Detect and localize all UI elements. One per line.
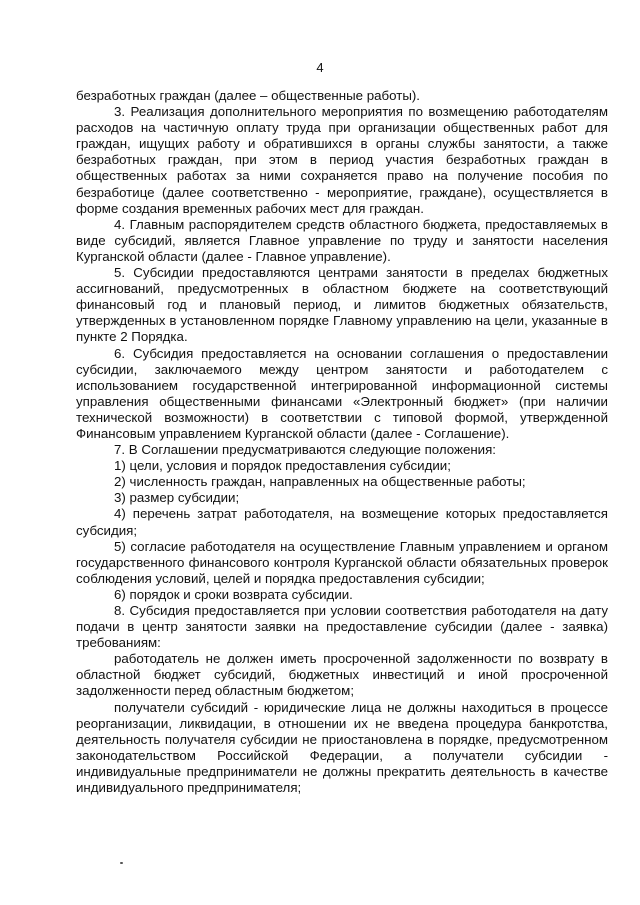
paragraph: 7. В Соглашении предусматриваются следующие положения: <box>114 442 497 458</box>
paragraph: 5. Субсидии предоставляются центрами занятости в пределах бюджетных ассигнований, предусмотренных в областном бюджете на соответствующий финансовый год и плановый период, и лимитов бюджетных обязательств, утвержденных в установленном порядке Главному управлению на цели, указанные в пункте 2 Порядка. <box>76 265 608 345</box>
paragraph: безработных граждан (далее – общественные работы). <box>76 88 421 103</box>
list-item: 1) цели, условия и порядок предоставления субсидии; <box>114 458 451 474</box>
page-number: 4 <box>316 60 324 75</box>
scan-speck <box>120 862 123 864</box>
list-item: 5) согласие работодателя на осуществление Главным управлением и органом государственного финансового контроля Курганской области обязательных проверок соблюдения условий, целей и порядка предоставления субсидии; <box>76 538 608 586</box>
paragraph: 4. Главным распорядителем средств областного бюджета, предоставляемых в виде субсидий, является Главное управление по труду и занятости населения Курганской области (далее - Главное управление). <box>76 216 608 264</box>
list-item: 2) численность граждан, направленных на общественные работы; <box>114 474 526 490</box>
list-item: 4) перечень затрат работодателя, на возмещение которых предоставляется субсидия; <box>76 506 608 538</box>
paragraph: получатели субсидий - юридические лица не должны находиться в процессе реорганизации, ликвидации, в отношении их не введена процедура банкротства, деятельность получателя субсидии не приостановлена в порядке, предусмотренном законодательством Российской Федерации, а получатели субсидии - индивидуальные предприниматели не должны прекратить деятельность в качестве индивидуального предпринимателя; <box>76 699 608 796</box>
paragraph: 8. Субсидия предоставляется при условии соответствия работодателя на дату подачи в центр занятости заявки на предоставление субсидии (далее - заявка) требованиям: <box>76 603 608 651</box>
paragraph: 3. Реализация дополнительного мероприятия по возмещению работодателям расходов на частичную оплату труда при организации общественных работ для граждан, ищущих работу и обратившихся в органы службы занятости, а также безработных граждан, при этом в период участия безработных граждан в общественных работах за ними сохраняется право на получение пособия по безработице (далее соответственно - мероприятие, граждане), осуществляется в форме создания временных рабочих мест для граждан. <box>76 104 608 216</box>
list-item: 3) размер субсидии; <box>114 490 240 506</box>
paragraph: 6. Субсидия предоставляется на основании соглашения о предоставлении субсидии, заключаемого между центром занятости и работодателем с использованием государственной интегрированной информационной системы управления общественными финансами «Электронный бюджет» (при наличии технической возможности) в соответствии с типовой формой, утвержденной Финансовым управлением Курганской области (далее - Соглашение). <box>76 345 608 441</box>
paragraph: работодатель не должен иметь просроченной задолженности по возврату в областной бюджет субсидий, бюджетных инвестиций и иной просроченной задолженности перед областным бюджетом; <box>76 651 608 699</box>
document-body <box>76 88 608 796</box>
list-item: 6) порядок и сроки возврата субсидии. <box>114 586 353 602</box>
